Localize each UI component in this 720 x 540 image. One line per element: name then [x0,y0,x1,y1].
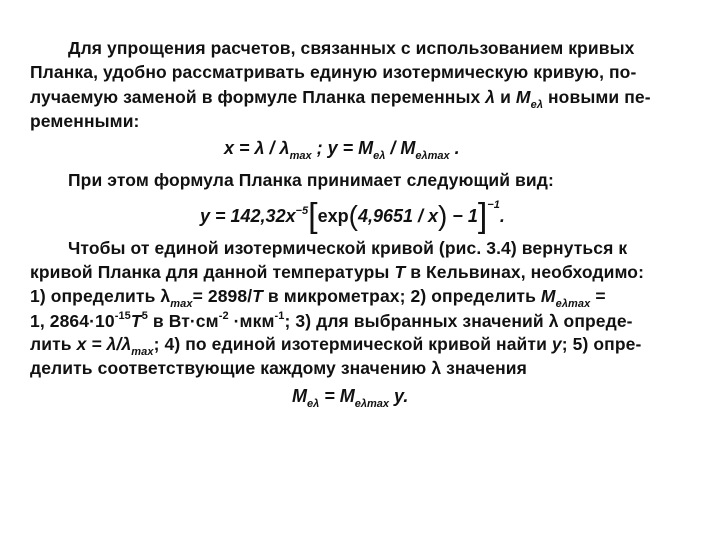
superscript: -15 [114,310,131,322]
formula-planck-isothermal [200,197,505,236]
subscript: eλ [307,398,320,410]
text: − 1 [447,206,478,226]
text: лучаемую заменой в формуле Планка переменных [30,87,486,107]
text: новыми пе- [543,87,651,107]
text: в микрометрах; 2) определить [262,286,541,306]
paragraph-2: При этом формула Планка принимает следующий вид: [68,170,554,190]
M-symbol: M [515,87,531,107]
paragraph-1-line-2: Планка, удобно рассматривать единую изотермическую кривую, по- [30,62,637,82]
text: . [403,386,409,406]
subscript: eλmax [555,298,591,310]
lambda-symbol: λ [485,87,496,107]
paragraph-3-line-1: Чтобы от единой изотермической кривой (рис. 3.4) вернуться к [68,238,628,258]
paragraph-3-line-2 [30,262,644,283]
text: . [449,138,460,158]
text: ; 5) опре- [561,334,642,354]
text: = M [319,386,355,406]
paragraph-3-line-6: делить соответствующие каждому значению λ значения [30,358,527,378]
paren-close: ) [438,200,448,231]
exponent: −1 [487,199,500,211]
subscript: eλ [373,150,386,162]
M-symbol: M [292,386,307,406]
bracket-open: [ [308,197,318,235]
T-symbol: T [252,286,263,306]
text: кривой Планка для данной температуры [30,262,395,282]
inner-expression: 4,9651 / x [357,206,439,226]
text: и [495,87,516,107]
separator: ; [311,138,328,158]
x-definition: x = λ / λ [224,138,290,158]
text: . [499,206,505,226]
text: ; 4) по единой изотермической кривой найти [153,334,552,354]
T-symbol: T [394,262,406,282]
y-symbol: y [551,334,562,354]
superscript: 5 [141,310,148,322]
bracket-close: ] [477,197,488,235]
subscript: eλ [530,99,544,111]
paragraph-3-line-4 [30,310,633,332]
superscript: -2 [218,310,229,322]
text: ; 3) для выбранных значений λ опреде- [284,311,633,331]
paragraph-1-line-4: ременными: [30,111,140,131]
subscript: max [289,150,312,162]
paragraph-1-line-3 [30,87,651,111]
paren-open: ( [348,200,358,231]
text: 1) определить λ [30,286,171,306]
text: = [590,286,606,306]
subscript: max [170,298,193,310]
text: = 2898/ [192,286,253,306]
formula-x-y-definition [224,138,460,162]
exponent: −5 [295,205,309,217]
T-symbol: T [130,311,142,331]
subscript: eλmax [415,150,450,162]
subscript: max [131,346,154,358]
lhs: y = 142,32x [200,206,296,226]
exp-function: exp [317,206,349,226]
formula-M-equals [292,386,408,410]
paragraph-3-line-5 [30,334,641,358]
paragraph-1-line-1: Для упрощения расчетов, связанных с использованием кривых [68,38,635,58]
superscript: -1 [274,310,285,322]
y-symbol: y [389,386,404,406]
text: лить [30,334,77,354]
text: / M [385,138,416,158]
paragraph-3-line-3 [30,286,606,310]
x-definition: x = λ/λ [76,334,132,354]
text: в Кельвинах, необходимо: [405,262,645,282]
text: ·мкм [228,311,275,331]
subscript: eλmax [354,398,390,410]
text: в Вт·см [147,311,219,331]
text: 1, 2864·10 [30,311,115,331]
y-definition: y = M [327,138,374,158]
M-symbol: M [540,286,556,306]
